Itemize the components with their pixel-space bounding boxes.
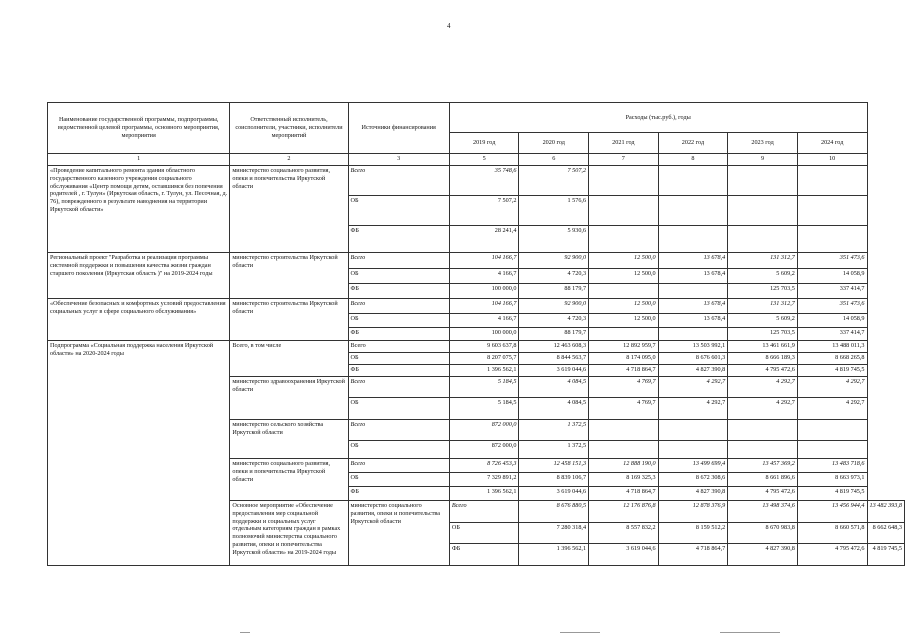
value-cell: 1 576,6 [519,196,589,226]
value-cell: 8 668 265,8 [797,353,867,365]
value-cell [728,226,798,253]
value-cell [589,226,659,253]
value-cell [728,420,798,441]
value-cell: 3 619 044,6 [519,365,589,377]
value-cell: 8 839 106,7 [519,473,589,487]
value-cell: 5 609,2 [728,269,798,284]
value-cell: 131 312,7 [728,253,798,269]
column-number: 5 [449,154,519,166]
program-name-cell: «Проведение капитального ремонта здания областного государственного казенного учреждения социального обслуживания «Центр помощи детям, оставшимся без попечения родителей , г. Тулун» (Иркутская область, г. Тулун, ул. Песочная, д. 76), поврежденного в результате наводнения на территории Иркутской области» [48,166,230,253]
value-cell: 14 058,9 [797,314,867,328]
value-cell [658,441,728,459]
value-cell: 13 499 699,4 [658,459,728,473]
value-cell [658,196,728,226]
scan-mark [720,632,780,633]
column-number: 8 [658,154,728,166]
value-cell: 4 166,7 [449,269,519,284]
value-cell: 12 463 608,3 [519,341,589,353]
value-cell: 7 329 891,2 [449,473,519,487]
value-cell: 4 718 864,7 [589,487,659,501]
value-cell: 88 179,7 [519,284,589,299]
source-cell: ОБ [348,314,449,328]
value-cell: 351 473,6 [797,253,867,269]
value-cell: 4 827 390,8 [658,365,728,377]
value-cell [658,284,728,299]
header-year: 2023 год [728,133,798,154]
value-cell: 5 609,2 [728,314,798,328]
source-cell: ФБ [348,284,449,299]
value-cell: 12 176 876,8 [589,501,659,523]
value-cell: 8 159 512,2 [658,523,728,544]
header-year: 2019 год [449,133,519,154]
value-cell: 4 819 745,5 [797,487,867,501]
value-cell: 4 292,7 [728,377,798,398]
source-cell: ФБ [449,544,519,566]
source-cell: ОБ [348,196,449,226]
program-name-cell: Основное мероприятие «Обеспечение предоставления мер социальной поддержки и социальных услуг отдельным категориям граждан в рамках полномочий министерства социального развития, опеки и попечительства Иркутской области» на 2019-2024 годы [230,501,348,566]
budget-table [47,102,905,566]
value-cell [658,226,728,253]
value-cell: 8 676 601,3 [658,353,728,365]
value-cell: 13 678,4 [658,314,728,328]
value-cell: 4 720,3 [519,314,589,328]
value-cell: 4 827 390,8 [658,487,728,501]
source-cell: Всего [348,253,449,269]
value-cell [589,328,659,341]
value-cell: 12 500,0 [589,314,659,328]
value-cell: 4 819 745,5 [867,544,904,566]
value-cell: 13 483 718,6 [797,459,867,473]
column-number: 9 [728,154,798,166]
value-cell: 1 396 562,1 [519,544,589,566]
value-cell: 8 676 880,5 [519,501,589,523]
value-cell: 8 207 075,7 [449,353,519,365]
source-cell: Всего [348,377,449,398]
value-cell: 351 473,6 [797,299,867,314]
value-cell: 4 084,5 [519,398,589,420]
value-cell: 88 179,7 [519,328,589,341]
column-number: 7 [589,154,659,166]
value-cell: 5 184,5 [449,398,519,420]
column-number: 2 [230,154,348,166]
source-cell: Всего [348,420,449,441]
value-cell: 14 058,9 [797,269,867,284]
value-cell: 1 372,5 [519,420,589,441]
value-cell: 7 507,2 [519,166,589,196]
source-cell: Всего [449,501,519,523]
header-executor: Ответственный исполнитель, соисполнители, участники, исполнители мероприятий [230,103,348,154]
value-cell: 12 458 151,3 [519,459,589,473]
value-cell: 8 661 896,6 [728,473,798,487]
value-cell: 4 769,7 [589,398,659,420]
value-cell: 4 084,5 [519,377,589,398]
value-cell [797,196,867,226]
value-cell [797,226,867,253]
value-cell [589,284,659,299]
value-cell: 104 166,7 [449,253,519,269]
source-cell: ОБ [348,473,449,487]
value-cell: 1 396 562,1 [449,487,519,501]
value-cell: 13 482 393,8 [867,501,904,523]
value-cell: 125 703,5 [728,328,798,341]
value-cell: 4 718 864,7 [589,365,659,377]
value-cell: 8 670 983,8 [728,523,798,544]
executor-cell: министерство здравоохранения Иркутской области [230,377,348,420]
value-cell: 4 827 390,8 [728,544,798,566]
value-cell: 872 000,0 [449,420,519,441]
value-cell: 13 488 011,3 [797,341,867,353]
value-cell: 8 844 563,7 [519,353,589,365]
source-cell: ФБ [348,365,449,377]
executor-cell: министерство сельского хозяйства Иркутской области [230,420,348,459]
executor-cell: министерство строительства Иркутской области [230,253,348,299]
executor-cell: министерство строительства Иркутской области [230,299,348,341]
value-cell: 4 795 472,6 [797,544,867,566]
value-cell: 4 769,7 [589,377,659,398]
value-cell: 8 169 325,3 [589,473,659,487]
program-name-cell: «Обеспечение безопасных и комфортных условий предоставления социальных услуг в сфере социального обслуживания» [48,299,230,341]
value-cell: 12 892 959,7 [589,341,659,353]
executor-cell: министерство социального развития, опеки и попечительства Иркутской области [348,501,449,566]
value-cell: 12 500,0 [589,299,659,314]
value-cell [797,420,867,441]
value-cell: 5 184,5 [449,377,519,398]
value-cell: 8 557 832,2 [589,523,659,544]
value-cell [589,196,659,226]
value-cell: 92 900,0 [519,253,589,269]
value-cell: 100 000,0 [449,284,519,299]
value-cell: 35 748,6 [449,166,519,196]
source-cell: ОБ [348,398,449,420]
value-cell [589,166,659,196]
value-cell: 8 726 453,3 [449,459,519,473]
header-year: 2022 год [658,133,728,154]
value-cell: 5 930,6 [519,226,589,253]
value-cell: 8 174 095,0 [589,353,659,365]
header-year: 2021 год [589,133,659,154]
header-year: 2024 год [797,133,867,154]
value-cell: 4 795 472,6 [728,365,798,377]
source-cell: ОБ [348,353,449,365]
value-cell: 1 396 562,1 [449,365,519,377]
value-cell [728,166,798,196]
executor-cell: министерство социального развития, опеки и попечительства Иркутской области [230,166,348,253]
source-cell: Всего [348,166,449,196]
value-cell [658,166,728,196]
value-cell: 131 312,7 [728,299,798,314]
value-cell: 12 500,0 [589,269,659,284]
value-cell: 8 662 648,3 [867,523,904,544]
value-cell: 125 703,5 [728,284,798,299]
value-cell [797,441,867,459]
header-year: 2020 год [519,133,589,154]
source-cell: ОБ [348,269,449,284]
value-cell: 4 292,7 [728,398,798,420]
value-cell [589,420,659,441]
value-cell: 12 500,0 [589,253,659,269]
value-cell: 104 166,7 [449,299,519,314]
source-cell: Всего [348,459,449,473]
value-cell: 4 292,7 [658,377,728,398]
column-number: 6 [519,154,589,166]
value-cell: 3 619 044,6 [589,544,659,566]
source-cell: ОБ [348,441,449,459]
source-cell: ФБ [348,226,449,253]
scan-edge-marks [0,628,905,640]
value-cell [658,328,728,341]
source-cell: Всего [348,341,449,353]
value-cell: 13 678,4 [658,299,728,314]
scan-mark [240,632,250,633]
value-cell: 13 498 374,6 [728,501,798,523]
source-cell: ФБ [348,328,449,341]
value-cell: 8 660 571,8 [797,523,867,544]
value-cell: 872 000,0 [449,441,519,459]
source-cell: Всего [348,299,449,314]
column-number: 1 [48,154,230,166]
source-cell: ФБ [348,487,449,501]
value-cell: 13 457 369,2 [728,459,798,473]
value-cell: 4 292,7 [797,377,867,398]
page-number: 4 [447,22,451,30]
value-cell: 13 456 944,4 [797,501,867,523]
value-cell: 8 672 308,6 [658,473,728,487]
header-program-name: Наименование государственной программы, подпрограммы, ведомственной целевой программы, основного мероприятия, мероприятия [48,103,230,154]
value-cell [797,166,867,196]
value-cell: 4 166,7 [449,314,519,328]
value-cell: 12 888 190,0 [589,459,659,473]
value-cell: 100 000,0 [449,328,519,341]
value-cell: 4 292,7 [658,398,728,420]
source-cell: ОБ [449,523,519,544]
value-cell: 4 718 864,7 [658,544,728,566]
value-cell [589,441,659,459]
value-cell: 4 292,7 [797,398,867,420]
header-sources: Источники финансирования [348,103,449,154]
value-cell: 92 900,0 [519,299,589,314]
value-cell: 28 241,4 [449,226,519,253]
subprogram-name-cell: Подпрограмма «Социальная поддержка населения Иркутской области» на 2020-2024 годы [48,341,230,566]
value-cell: 12 878 376,9 [658,501,728,523]
value-cell: 7 507,2 [449,196,519,226]
value-cell: 9 603 637,8 [449,341,519,353]
value-cell: 8 666 189,3 [728,353,798,365]
value-cell: 4 795 472,6 [728,487,798,501]
executor-cell: Всего, в том числе [230,341,348,377]
column-number: 3 [348,154,449,166]
value-cell [658,420,728,441]
value-cell [728,196,798,226]
value-cell: 4 819 745,5 [797,365,867,377]
value-cell: 13 461 661,9 [728,341,798,353]
scan-mark [560,632,600,633]
executor-cell: министерство социального развития, опеки и попечительства Иркутской области [230,459,348,501]
value-cell: 13 503 992,1 [658,341,728,353]
value-cell: 1 372,5 [519,441,589,459]
value-cell: 3 619 044,6 [519,487,589,501]
value-cell: 4 720,3 [519,269,589,284]
value-cell: 337 414,7 [797,284,867,299]
value-cell: 7 280 318,4 [519,523,589,544]
value-cell: 337 414,7 [797,328,867,341]
value-cell [728,441,798,459]
column-number: 10 [797,154,867,166]
program-name-cell: Региональный проект "Разработка и реализация программы системной поддержки и повышения качества жизни граждан старшего поколения (Иркутская область )" на 2019-2024 годы [48,253,230,299]
value-cell: 8 663 973,1 [797,473,867,487]
value-cell: 13 678,4 [658,253,728,269]
header-expenses: Расходы (тыс.руб.), годы [449,103,867,133]
value-cell: 13 678,4 [658,269,728,284]
